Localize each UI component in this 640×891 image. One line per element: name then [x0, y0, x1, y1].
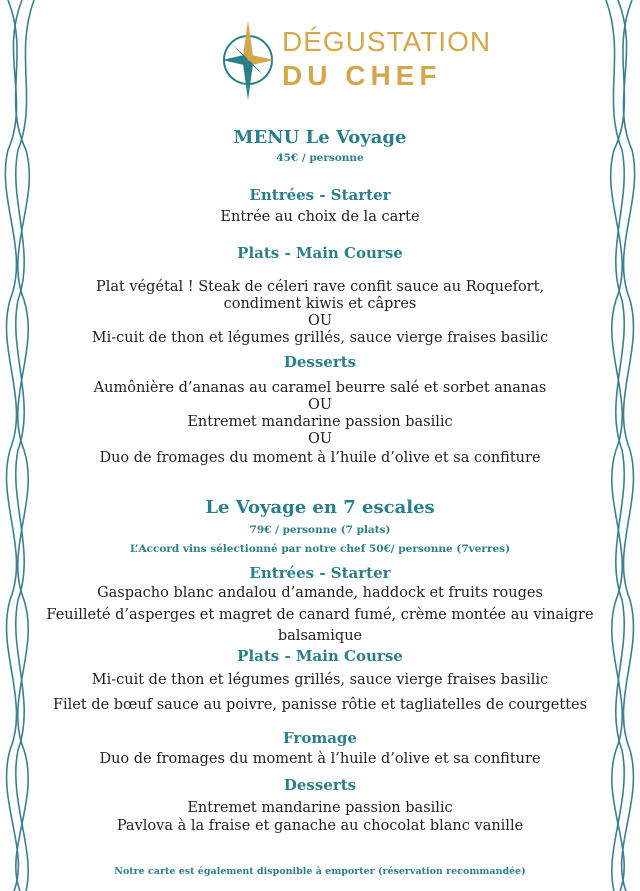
menu2-fromage-heading: Fromage [283, 729, 357, 747]
menu1-entrees-heading: Entrées - Starter [249, 186, 391, 204]
menu2-entree-line: balsamique [277, 628, 363, 644]
menu1-plat-line: Mi-cuit de thon et légumes grillés, sauce vierge fraises basilic [91, 330, 549, 346]
menu1-dessert-or: OU [307, 431, 333, 447]
menu1-plats-heading: Plats - Main Course [237, 244, 403, 262]
compass-icon [220, 12, 276, 102]
menu1-desserts-heading: Desserts [283, 353, 357, 371]
left-wave-border [0, 0, 40, 891]
menu2-plat-line: Filet de bœuf sauce au poivre, panisse rôtie et tagliatelles de courgettes [52, 697, 588, 713]
right-wave-border [600, 0, 640, 891]
menu2-entree-line: Feuilleté d’asperges et magret de canard fumé, crème montée au vinaigre [46, 607, 594, 623]
menu1-dessert-line: Entremet mandarine passion basilic [187, 414, 453, 430]
brand-name-line2: DU CHEF [282, 60, 442, 91]
menu1-plat-line: condiment kiwis et câpres [223, 296, 417, 312]
menu1-dessert-line: Duo de fromages du moment à l’huile d’olive et sa confiture [99, 450, 541, 466]
menu2-dessert-line: Entremet mandarine passion basilic [187, 800, 453, 816]
footer-note: Notre carte est également disponible à emporter (réservation recommandée) [114, 866, 526, 877]
menu1-dessert-line: Aumônière d’ananas au caramel beurre salé et sorbet ananas [93, 380, 547, 396]
menu1-entree-item: Entrée au choix de la carte [220, 209, 420, 225]
menu2-fromage-line: Duo de fromages du moment à l’huile d’olive et sa confiture [99, 751, 541, 767]
menu2-dessert-line: Pavlova à la fraise et ganache au chocolat blanc vanille [116, 818, 524, 834]
menu1-title: MENU Le Voyage [233, 127, 407, 148]
menu1-price: 45€ / personne [276, 152, 364, 164]
menu2-plat-line: Mi-cuit de thon et légumes grillés, sauce vierge fraises basilic [91, 672, 549, 688]
menu2-entrees-heading: Entrées - Starter [249, 564, 391, 582]
brand-logo [220, 12, 492, 102]
menu2-title: Le Voyage en 7 escales [205, 497, 435, 518]
menu1-plat-line: Plat végétal ! Steak de céleri rave confit sauce au Roquefort, [95, 279, 545, 295]
menu1-plat-or: OU [307, 313, 333, 329]
menu1-dessert-or: OU [307, 397, 333, 413]
menu2-plats-heading: Plats - Main Course [237, 647, 403, 665]
brand-name-line1: DÉGUSTATION [282, 26, 492, 57]
menu2-desserts-heading: Desserts [283, 776, 357, 794]
menu2-price: 79€ / personne (7 plats) [249, 524, 391, 536]
menu2-wine-pairing: L’Accord vins sélectionné par notre chef 50€/ personne (7verres) [129, 543, 511, 555]
menu2-entree-line: Gaspacho blanc andalou d’amande, haddock et fruits rouges [97, 585, 543, 601]
